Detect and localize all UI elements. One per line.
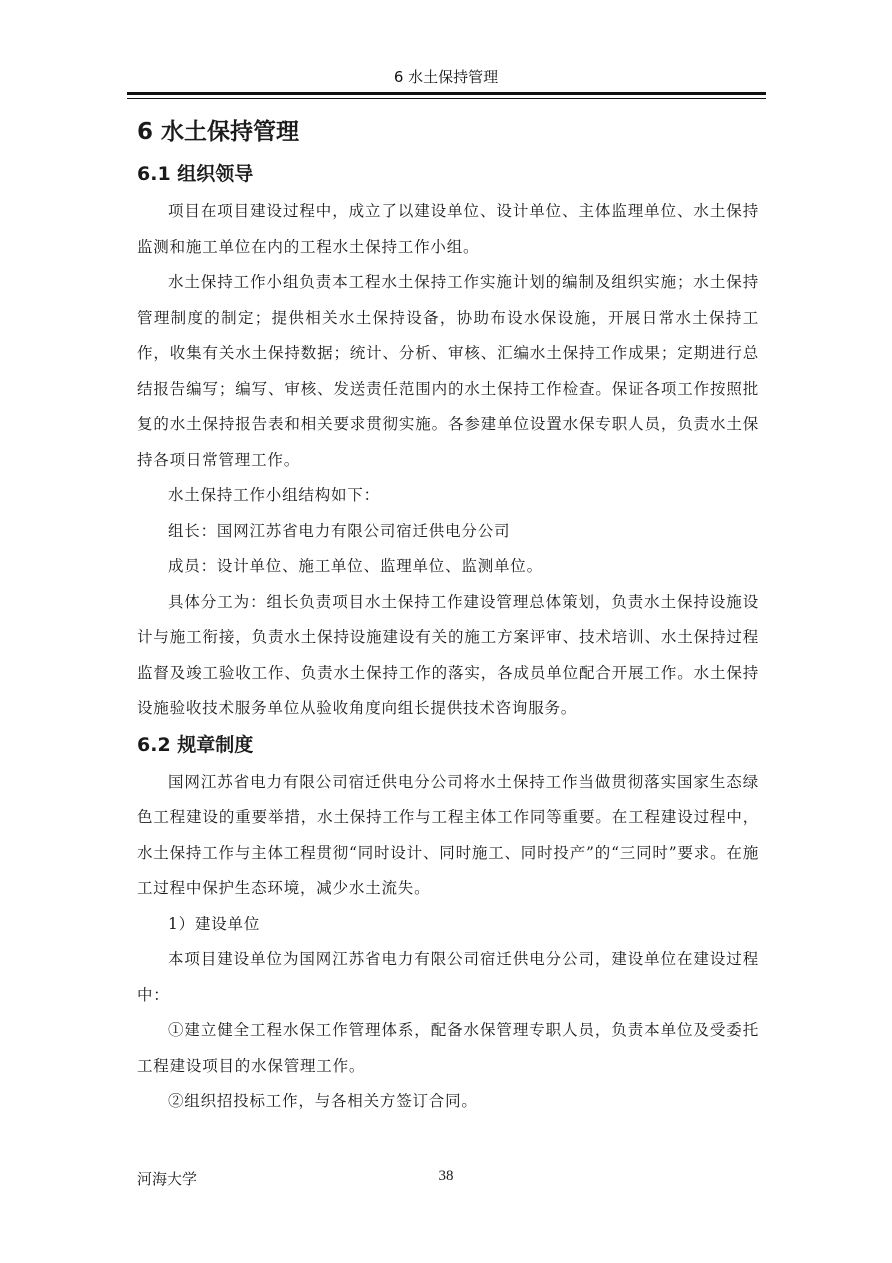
paragraph: 组长：国网江苏省电力有限公司宿迁供电分公司 [168, 521, 511, 540]
paragraph: 本项目建设单位为国网江苏省电力有限公司宿迁供电分公司，建设单位在建设过程中： [137, 950, 759, 1004]
footer-institution: 河海大学 [137, 1170, 198, 1188]
running-header: 6 水土保持管理 [393, 68, 499, 86]
paragraph: 成员：设计单位、施工单位、监理单位、监测单位。 [168, 557, 543, 575]
header-rule-thin [127, 98, 766, 99]
paragraph: 国网江苏省电力有限公司宿迁供电分公司将水土保持工作当做贯彻落实国家生态绿色工程建设的重要举措，水土保持工作与工程主体工作同等重要。在工程建设过程中，水土保持工作与主体工程贯彻“同时设计、同时施工、同时投产”的“三同时”要求。在施工过程中保护生态环境，减少水土流失。 [137, 772, 759, 897]
list-item: ②组织招投标工作，与各相关方签订合同。 [168, 1092, 478, 1110]
section-title-6-1: 6.1 组织领导 [137, 163, 254, 185]
page-number: 38 [438, 1168, 454, 1184]
paragraph: 水土保持工作小组结构如下： [168, 486, 380, 504]
paragraph: 水土保持工作小组负责本工程水土保持工作实施计划的编制及组织实施；水土保持管理制度的制定；提供相关水土保持设备，协助布设水保设施，开展日常水土保持工作，收集有关水土保持数据；统计、分析、审核、汇编水土保持工作成果；定期进行总结报告编写；编写、审核、发送责任范围内的水土保持工作检查。保证各项工作按照批复的水土保持报告表和相关要求贯彻实施。各参建单位设置水保专职人员，负责水土保持各项日常管理工作。 [137, 273, 759, 469]
list-item: ①建立健全工程水保工作管理体系，配备水保管理专职人员，负责本单位及受委托工程建设项目的水保管理工作。 [137, 1021, 759, 1075]
chapter-title: 6 水土保持管理 [137, 119, 300, 145]
section-title-6-2: 6.2 规章制度 [137, 733, 254, 756]
paragraph: 具体分工为：组长负责项目水土保持工作建设管理总体策划，负责水土保持设施设计与施工衔接，负责水土保持设施建设有关的施工方案评审、技术培训、水土保持过程监督及竣工验收工作、负责水土保持工作的落实，各成员单位配合开展工作。水土保持设施验收技术服务单位从验收角度向组长提供技术咨询服务。 [137, 592, 759, 717]
paragraph: 项目在项目建设过程中，成立了以建设单位、设计单位、主体监理单位、水土保持监测和施工单位在内的工程水土保持工作小组。 [137, 202, 759, 256]
list-heading: 1）建设单位 [168, 914, 261, 933]
header-rule-thick [127, 92, 766, 95]
page-body [137, 112, 759, 1120]
